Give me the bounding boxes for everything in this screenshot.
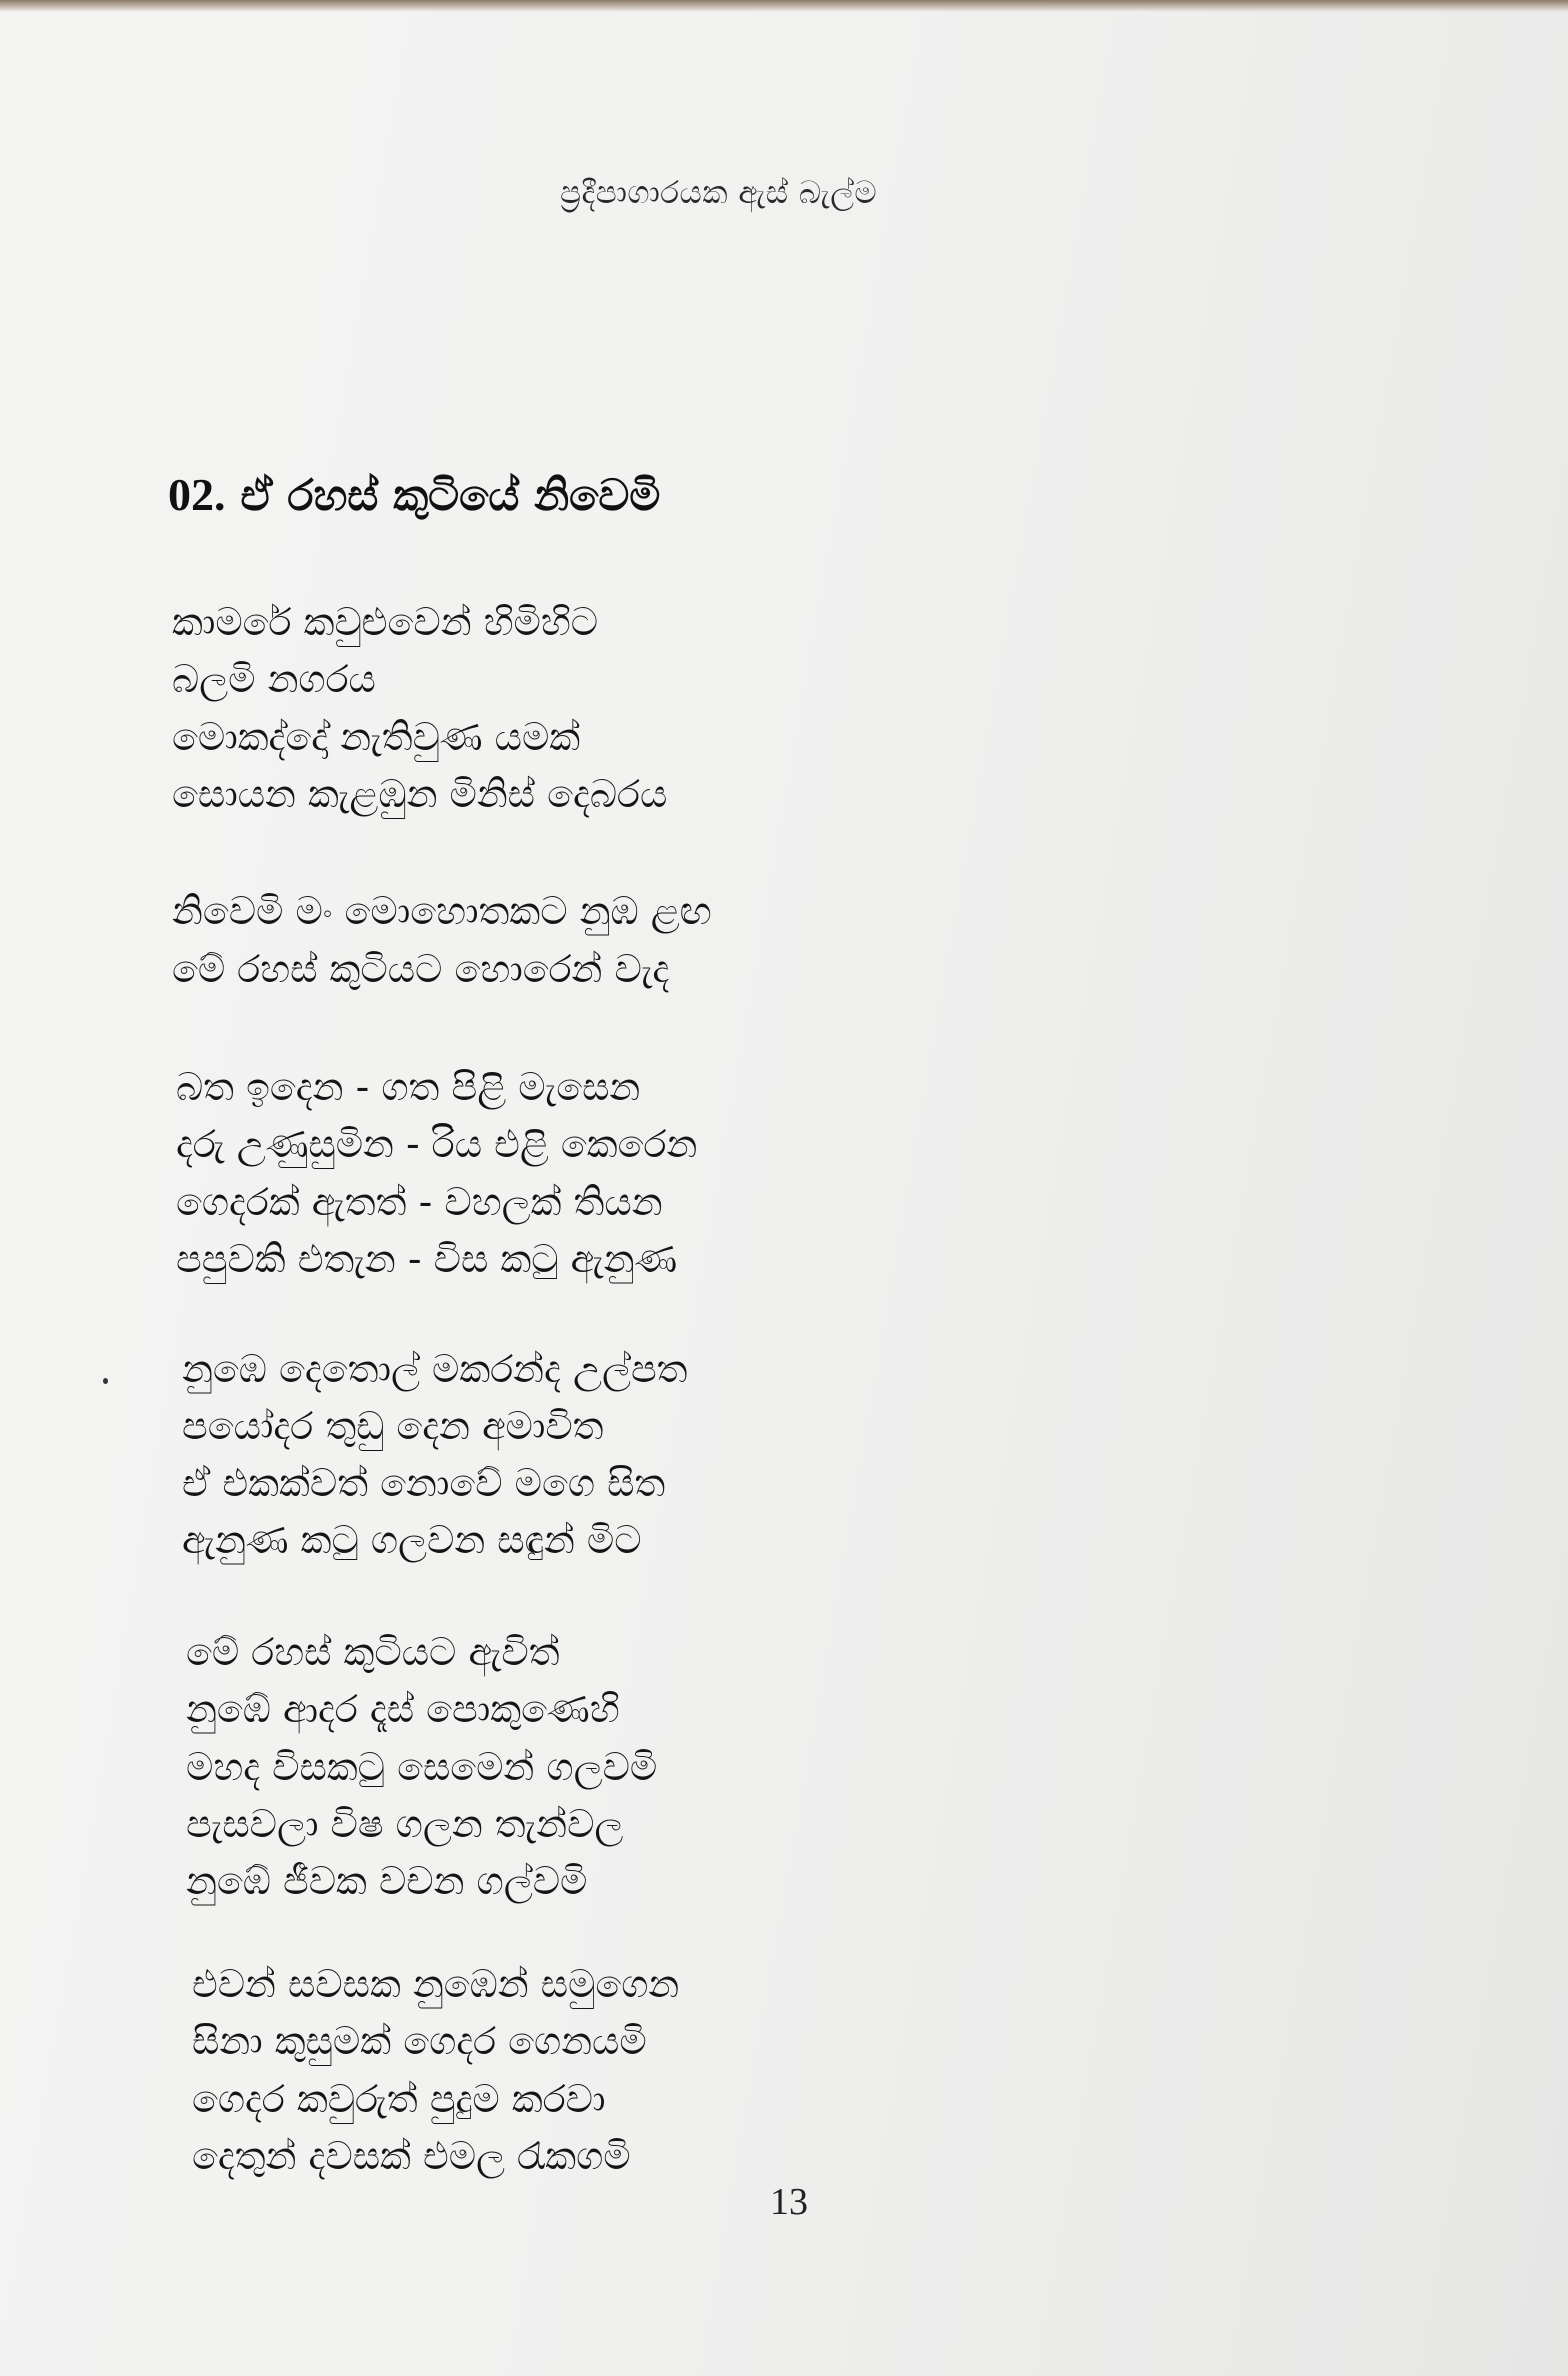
- poem-line: ඒ එකක්වත් නොවේ මගෙ සිත: [182, 1461, 666, 1505]
- poem-line: නුඹේ ආදර දෑස් පොකුණෙහි: [186, 1687, 620, 1731]
- poem-number: 02.: [168, 469, 226, 520]
- poem-line: බලමි නගරය: [172, 657, 376, 701]
- poem-line: මහද විසකටු සෙමෙන් ගලවමි: [186, 1745, 658, 1789]
- poem-line: මේ රහස් කුටියට හොරෙන් වැද: [172, 947, 670, 991]
- poem-line: ගෙදර කවුරුත් පුදුම කරවා: [192, 2077, 606, 2121]
- poem-line: මේ රහස් කුටියට ඇවිත්: [186, 1630, 560, 1674]
- poem-line: ගෙදරක් ඇතත් - වහලක් තියන: [176, 1180, 663, 1224]
- poem-title: [168, 468, 660, 521]
- poem-line: සොයන කැළඹුන මිනිස් දෙබරය: [172, 772, 668, 816]
- poem-line: එවන් සවසක නුඹෙන් සමුගෙන: [192, 1962, 680, 2006]
- poem-title-text: ඒ රහස් කුටියේ නිවෙමි: [240, 471, 661, 521]
- ink-speck: [103, 1378, 108, 1384]
- poem-line: දෙතුන් දවසක් එමල රැකගමි: [192, 2134, 631, 2178]
- poem-line: කාමරේ කවුළුවෙන් හිමිහිට: [172, 600, 599, 644]
- page-top-edge: [0, 0, 1568, 12]
- poem-line: පයෝදර තුඩු දෙන අමාවිත: [182, 1404, 604, 1448]
- poem-line: නිවෙමි මං මොහොතකට නුඹ ළඟ: [172, 889, 712, 933]
- poem-line: ඇනුණ කටු ගලවන සඳුන් මිට: [182, 1518, 642, 1562]
- poem-line: නුඹේ ජීවක වචන ගල්වමි: [186, 1859, 588, 1903]
- poem-line: නුඹෙ දෙතොල් මකරන්ද උල්පත: [182, 1347, 688, 1391]
- running-header: ප්‍රදීපාගාරයක ඇස් බැල්ම: [560, 175, 878, 211]
- poem-line: මොකද්දෝ නැතිවුණ යමක්: [172, 715, 581, 759]
- poem-line: බත ඉදෙන - ගත පිළි මැසෙන: [176, 1065, 641, 1109]
- poem-line: පපුවකි එතැන - විස කටු ඇනුණ: [176, 1237, 678, 1281]
- poem-line: පැසවලා විෂ ගලන තැන්වල: [186, 1802, 624, 1846]
- poem-line: දරු උණුසුමින - රිය එළි කෙරෙන: [176, 1122, 698, 1166]
- poem-line: සිනා කුසුමක් ගෙදර ගෙනයමි: [192, 2019, 647, 2063]
- page-number: 13: [770, 2181, 808, 2223]
